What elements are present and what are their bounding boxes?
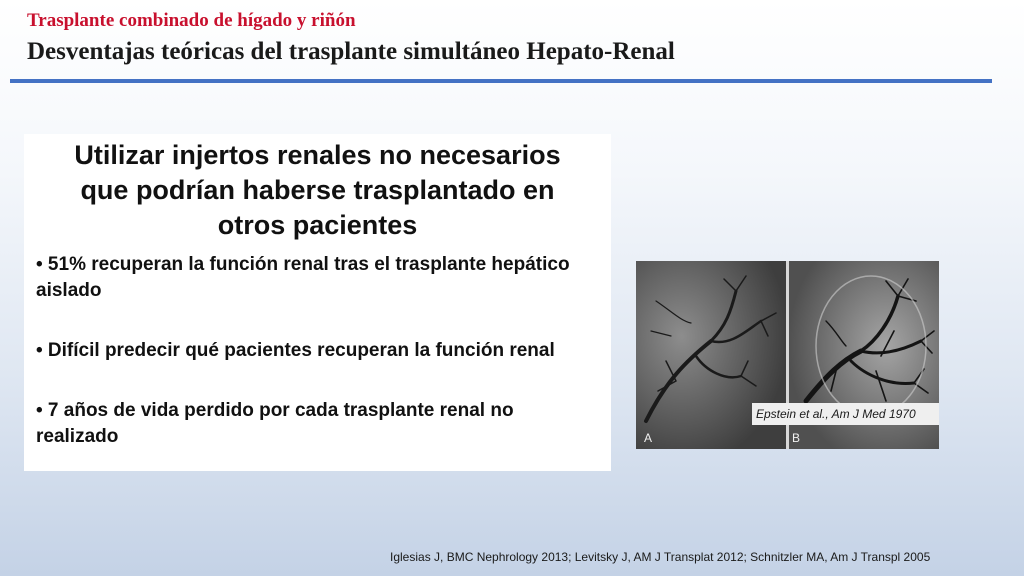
panel-heading xyxy=(24,138,611,243)
title-divider xyxy=(10,79,992,83)
bullet-list xyxy=(36,252,596,471)
slide-kicker: Trasplante combinado de hígado y riñón xyxy=(27,10,356,31)
figure-caption: Epstein et al., Am J Med 1970 xyxy=(752,403,939,425)
figure-panel-label: B xyxy=(792,431,801,445)
references: Iglesias J, BMC Nephrology 2013; Levitsky J, AM J Transplat 2012; Schnitzler MA, Am J Transpl 2005 xyxy=(390,550,931,564)
bullet-item: • Difícil predecir qué pacientes recuperan la función renal xyxy=(36,340,555,361)
bullet-item: • 7 años de vida perdido por cada trasplante renal no realizado xyxy=(36,400,514,447)
panel-heading-line: Utilizar injertos renales no necesarios xyxy=(74,140,561,170)
text-panel xyxy=(24,134,611,471)
bullet-item: • 51% recuperan la función renal tras el trasplante hepático aislado xyxy=(36,254,570,301)
panel-heading-line: otros pacientes xyxy=(217,210,418,240)
panel-heading-line: que podrían haberse trasplantado en xyxy=(80,175,555,205)
figure-panel-label: A xyxy=(644,431,653,445)
slide-title: Desventajas teóricas del trasplante simultáneo Hepato-Renal xyxy=(27,38,675,65)
